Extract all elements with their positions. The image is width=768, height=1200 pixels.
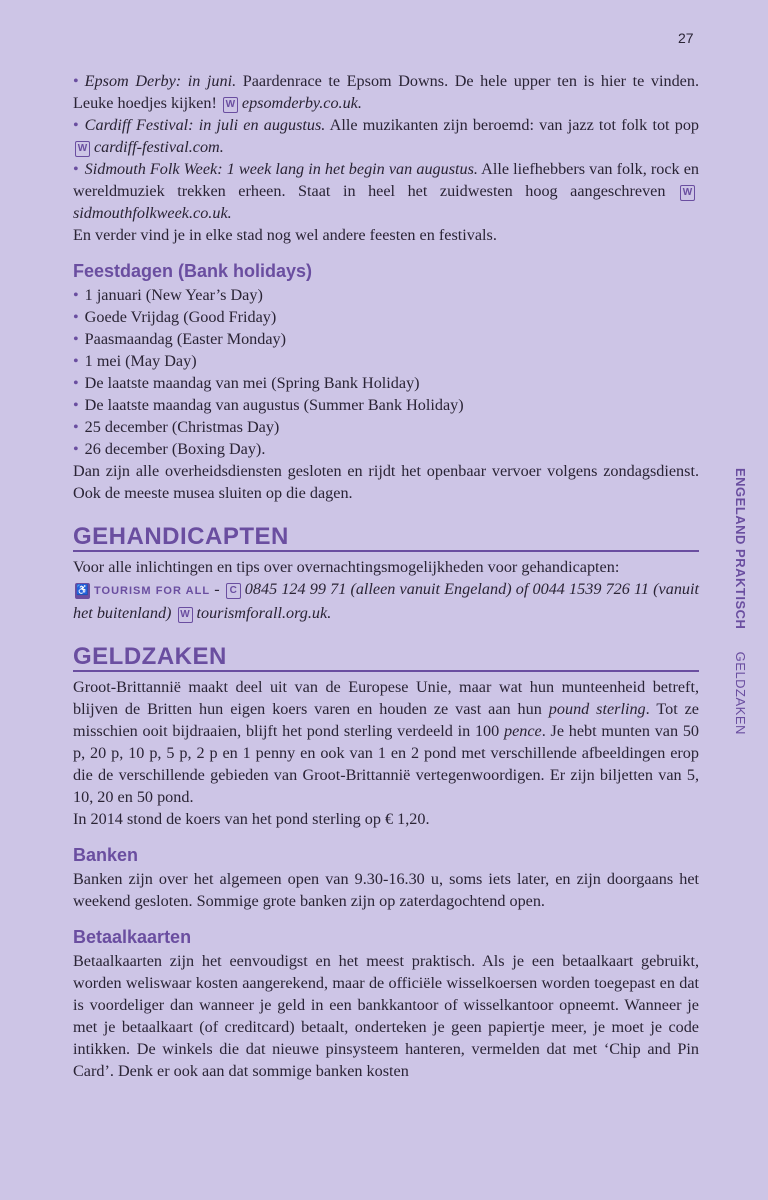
page-number: 27 bbox=[678, 30, 694, 46]
festival-text: Alle liefhebbers van folk, rock en wereldmuziek trekken erheen. Staat in heel het zuidwesten hoog aangeschreven bbox=[73, 160, 699, 200]
holiday-label: De laatste maandag van mei (Spring Bank Holiday) bbox=[84, 374, 420, 392]
side-tab-secondary: GELDZAKEN bbox=[733, 651, 748, 735]
phone-icon: C bbox=[226, 583, 241, 599]
holiday-item: • 1 mei (May Day) bbox=[73, 352, 197, 370]
org-name: TOURISM FOR ALL bbox=[94, 585, 211, 597]
holiday-label: 26 december (Boxing Day). bbox=[84, 440, 266, 458]
geldzaken-text: Groot-Brittannië maakt deel uit van de Europese Unie, maar wat hun munteenheid betreft, blijven de Britten hun eigen koers varen en houden ze vast aan hun bbox=[73, 678, 699, 718]
banken-text: Banken zijn over het algemeen open van 9.30-16.30 u, soms iets later, en zijn doorgaans het weekend gesloten. Sommige grote banken zijn op zaterdagochtend open. bbox=[73, 870, 699, 910]
gehandicapten-intro: Voor alle inlichtingen en tips over overnachtingsmogelijkheden voor gehandicapten: bbox=[73, 558, 620, 576]
wheelchair-icon: ♿ bbox=[75, 583, 90, 599]
org-url: tourismforall.org.uk. bbox=[196, 604, 332, 622]
festival-item: • Epsom Derby: in juni. Paardenrace te Epsom Downs. De hele upper ten is hier te vinden. Leuke hoedjes kijken! W epsomderby.co.uk. bbox=[73, 72, 699, 112]
banken-heading: Banken bbox=[73, 845, 139, 865]
geldzaken-exchange-rate: In 2014 stond de koers van het pond sterling op € 1,20. bbox=[73, 810, 430, 828]
page-content bbox=[73, 70, 699, 1082]
festival-text: Alle muzikanten zijn beroemd: van jazz tot folk tot pop bbox=[325, 116, 700, 134]
holiday-item: • De laatste maandag van augustus (Summer Bank Holiday) bbox=[73, 396, 464, 414]
holiday-label: Goede Vrijdag (Good Friday) bbox=[84, 308, 277, 326]
holiday-item: • Goede Vrijdag (Good Friday) bbox=[73, 308, 277, 326]
section-side-tab bbox=[733, 468, 748, 735]
holiday-item: • Paasmaandag (Easter Monday) bbox=[73, 330, 287, 348]
holiday-item: • 26 december (Boxing Day). bbox=[73, 440, 266, 458]
geldzaken-text: . Je hebt munten van 50 p, 20 p, 10 p, 5 p, 2 p en 1 penny en ook van 1 en 2 pond met verschillende afbeeldingen erop die de verschillende gebieden van Groot-Brittannië vertegenwoordigen. Er zijn biljetten van 5, 10, 20 en 50 pond. bbox=[73, 722, 700, 806]
geldzaken-heading: GELDZAKEN bbox=[73, 646, 699, 672]
holiday-label: De laatste maandag van augustus (Summer Bank Holiday) bbox=[84, 396, 464, 414]
festival-name: Sidmouth Folk Week: 1 week lang in het begin van augustus. bbox=[84, 160, 478, 178]
holiday-item: • De laatste maandag van mei (Spring Bank Holiday) bbox=[73, 374, 420, 392]
gehandicapten-text bbox=[73, 556, 699, 624]
web-icon: W bbox=[178, 607, 193, 623]
geldzaken-text: . Tot ze misschien ooit bijdraaien, blijft het pond sterling verdeeld in 100 bbox=[73, 700, 699, 740]
web-icon: W bbox=[75, 141, 90, 157]
holiday-item: • 1 januari (New Year’s Day) bbox=[73, 286, 263, 304]
holidays-closing: Dan zijn alle overheidsdiensten gesloten en rijdt het openbaar vervoer volgens zondagsdienst. Ook de meeste musea sluiten op die dagen. bbox=[73, 462, 699, 502]
festival-url: epsomderby.co.uk. bbox=[241, 94, 362, 112]
org-dash: - bbox=[210, 580, 224, 598]
festival-name: Cardiff Festival: in juli en augustus. bbox=[84, 116, 326, 134]
web-icon: W bbox=[680, 185, 695, 201]
betaalkaarten-heading: Betaalkaarten bbox=[73, 927, 192, 947]
holiday-label: Paasmaandag (Easter Monday) bbox=[84, 330, 287, 348]
holiday-item: • 25 december (Christmas Day) bbox=[73, 418, 280, 436]
festival-name: Epsom Derby: in juni. bbox=[84, 72, 237, 90]
festival-text: Paardenrace te Epsom Downs. De hele upper ten is hier te vinden. Leuke hoedjes kijken! bbox=[73, 72, 699, 112]
gehandicapten-heading: GEHANDICAPTEN bbox=[73, 526, 699, 552]
holiday-label: 1 mei (May Day) bbox=[84, 352, 197, 370]
geldzaken-emphasis: pound sterling bbox=[548, 700, 646, 718]
holiday-label: 25 december (Christmas Day) bbox=[84, 418, 280, 436]
holiday-label: 1 januari (New Year’s Day) bbox=[84, 286, 263, 304]
festival-item: • Cardiff Festival: in juli en augustus. Alle muzikanten zijn beroemd: van jazz tot folk tot pop W cardiff-festival.com. bbox=[73, 116, 700, 156]
org-phones: 0845 124 99 71 (alleen vanuit Engeland) of 0044 1539 726 11 (vanuit het buitenland) bbox=[73, 580, 700, 622]
festival-item: • Sidmouth Folk Week: 1 week lang in het begin van augustus. Alle liefhebbers van folk, rock en wereldmuziek trekken erheen. Staat in heel het zuidwesten hoog aangeschreven Wsidmouthfolkweek.co.uk. bbox=[73, 160, 699, 222]
festival-url: sidmouthfolkweek.co.uk. bbox=[73, 204, 232, 222]
web-icon: W bbox=[223, 97, 238, 113]
side-tab-primary: ENGELAND PRAKTISCH bbox=[733, 468, 748, 630]
betaalkaarten-text: Betaalkaarten zijn het eenvoudigst en het meest praktisch. Als je een betaalkaart gebruikt, worden weliswaar kosten aangerekend, maar de officiële wisselkoersen worden toegepast en dat is voordeliger dan wanneer je geld in een bankkantoor of wisselkantoor opneemt. Wanneer je met je betaalkaart (of creditcard) betaalt, onderteken je geen papiertje meer, je moet je code intikken. De winkels die dat nieuwe pinsysteem hanteren, vermelden dat met ‘Chip and Pin Card’. Denk er ook aan dat sommige banken kosten bbox=[73, 952, 699, 1080]
holidays-heading: Feestdagen (Bank holidays) bbox=[73, 261, 313, 281]
geldzaken-emphasis: pence bbox=[503, 722, 542, 740]
geldzaken-paragraph bbox=[73, 676, 699, 808]
festivals-closing: En verder vind je in elke stad nog wel andere feesten en festivals. bbox=[73, 226, 497, 244]
festival-url: cardiff-festival.com. bbox=[94, 138, 224, 156]
